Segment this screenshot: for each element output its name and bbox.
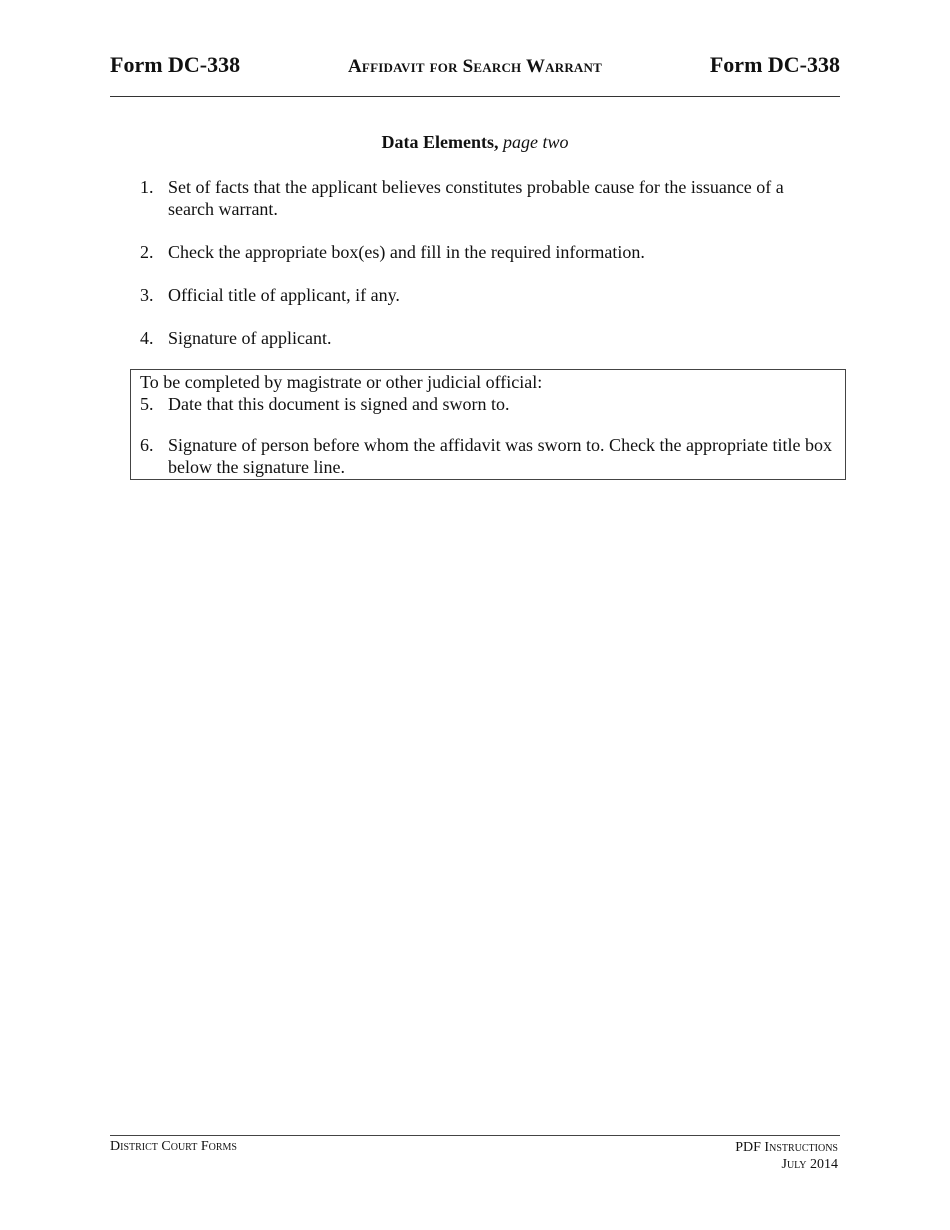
item-number: 3. (140, 285, 154, 305)
judicial-official-box (130, 369, 846, 480)
footer-left: District Court Forms (110, 1139, 237, 1154)
section-title (0, 132, 950, 153)
form-id-right: Form DC-338 (709, 52, 840, 77)
list-item (140, 327, 820, 349)
item-text: Signature of applicant. (168, 328, 332, 348)
section-title-bold: Data Elements, (381, 132, 499, 152)
footer-right-line1: PDF Instructions (735, 1140, 838, 1155)
item-number: 5. (140, 394, 154, 414)
item-number: 6. (140, 435, 154, 455)
list-item (140, 176, 820, 220)
list-item (140, 434, 837, 478)
item-number: 2. (140, 242, 154, 262)
form-id-left: Form DC-338 (110, 52, 241, 77)
page-header (110, 52, 840, 88)
item-text: Official title of applicant, if any. (168, 285, 400, 305)
header-divider (110, 96, 840, 97)
footer-right-line2: July 2014 (781, 1157, 838, 1172)
data-elements-list (140, 176, 820, 370)
footer-right (735, 1139, 838, 1173)
item-text: Set of facts that the applicant believes constitutes probable cause for the issuance of a search warrant. (168, 177, 784, 219)
footer-divider (110, 1135, 840, 1136)
item-text: Date that this document is signed and sworn to. (168, 394, 510, 414)
item-text: Signature of person before whom the affidavit was sworn to. Check the appropriate title box below the signature line. (168, 435, 832, 477)
box-intro: To be completed by magistrate or other judicial official: (140, 372, 543, 392)
item-number: 4. (140, 328, 154, 348)
list-item (140, 284, 820, 306)
section-title-italic: page two (502, 132, 569, 152)
document-title: Affidavit for Search Warrant (348, 56, 602, 77)
list-item (140, 241, 820, 263)
list-item (140, 393, 837, 415)
item-text: Check the appropriate box(es) and fill in the required information. (168, 242, 645, 262)
item-number: 1. (140, 177, 154, 197)
